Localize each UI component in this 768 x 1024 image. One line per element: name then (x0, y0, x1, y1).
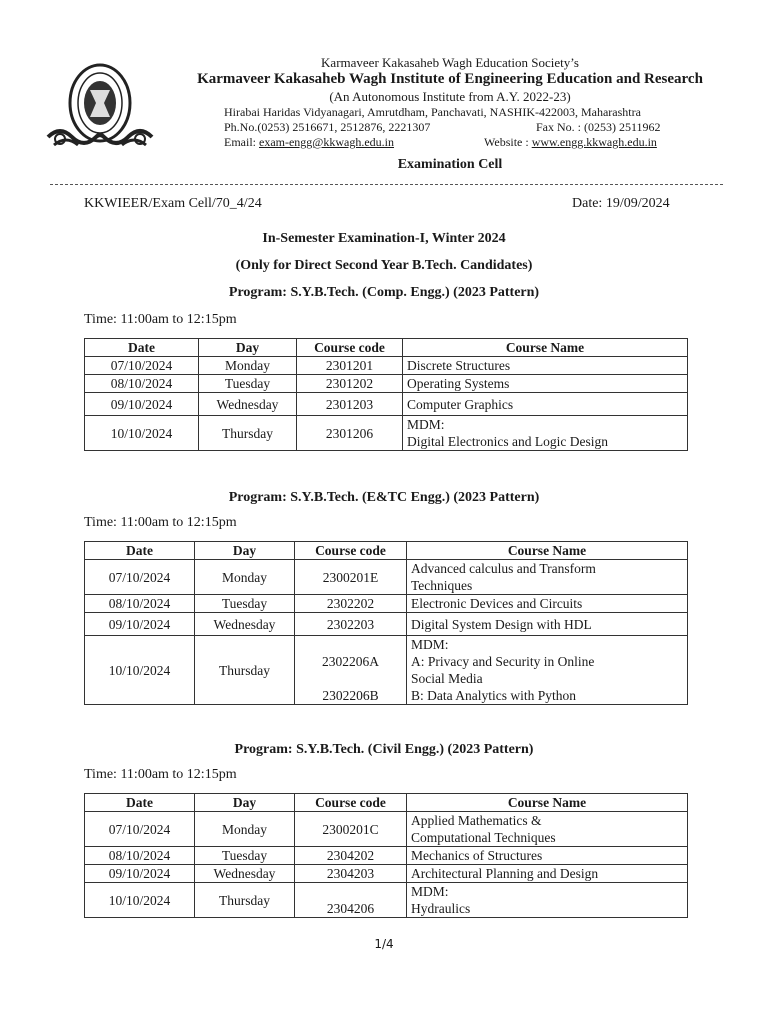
exam-time: Time: 11:00am to 12:15pm (84, 515, 237, 530)
table-header-row (85, 794, 688, 812)
col-date: Date (85, 794, 195, 812)
table-header-row (85, 542, 688, 560)
date-cell: 08/10/2024 (85, 847, 195, 865)
day-cell: Monday (195, 812, 295, 847)
col-course-name: Course Name (403, 339, 688, 357)
code-cell: 2301201 (297, 357, 403, 375)
code-line: 2302206A (322, 654, 379, 669)
table-row (85, 613, 688, 636)
name-cell: Digital System Design with HDL (407, 613, 688, 636)
name-cell: Mechanics of Structures (407, 847, 688, 865)
name-cell (407, 560, 688, 595)
name-line: MDM: (407, 417, 445, 432)
day-cell: Tuesday (199, 375, 297, 393)
code-cell: 2301206 (297, 416, 403, 451)
name-cell (407, 812, 688, 847)
program-title: Program: S.Y.B.Tech. (Comp. Engg.) (2023 Pattern) (228, 285, 540, 300)
page-number: 1/4 (374, 937, 394, 951)
notice-date: Date: 19/09/2024 (572, 196, 670, 211)
name-cell: Discrete Structures (403, 357, 688, 375)
exam-time: Time: 11:00am to 12:15pm (84, 312, 237, 327)
name-cell: Computer Graphics (403, 393, 688, 416)
examination-cell: Examination Cell (397, 157, 503, 172)
name-line: MDM: (411, 637, 449, 652)
timetable-civil (84, 793, 688, 918)
website-label: Website : (484, 135, 529, 149)
society-name: Karmaveer Kakasaheb Wagh Education Society’s (321, 55, 579, 70)
table-row (85, 595, 688, 613)
col-date: Date (85, 542, 195, 560)
date-cell: 10/10/2024 (85, 883, 195, 918)
code-cell (295, 636, 407, 705)
code-cell: 2301202 (297, 375, 403, 393)
date-cell: 10/10/2024 (85, 416, 199, 451)
table-header-row (85, 339, 688, 357)
email-link[interactable]: exam-engg@kkwagh.edu.in (259, 135, 395, 149)
autonomous-note: (An Autonomous Institute from A.Y. 2022-23) (329, 89, 571, 104)
col-course-code: Course code (297, 339, 403, 357)
table-row (85, 847, 688, 865)
col-day: Day (195, 542, 295, 560)
day-cell: Monday (195, 560, 295, 595)
program-title: Program: S.Y.B.Tech. (Civil Engg.) (2023 Pattern) (234, 742, 534, 757)
name-line: B: Data Analytics with Python (411, 688, 576, 703)
institute-logo (40, 55, 160, 165)
table-row (85, 357, 688, 375)
day-cell: Wednesday (199, 393, 297, 416)
name-line: MDM: (411, 884, 449, 899)
code-cell: 2301203 (297, 393, 403, 416)
header-divider (50, 184, 723, 185)
table-row (85, 393, 688, 416)
name-cell: Architectural Planning and Design (407, 865, 688, 883)
date-cell: 08/10/2024 (85, 595, 195, 613)
table-row (85, 812, 688, 847)
col-course-name: Course Name (407, 542, 688, 560)
name-cell (407, 636, 688, 705)
name-line: Techniques (411, 578, 473, 593)
code-cell: 2300201E (295, 560, 407, 595)
name-cell: Electronic Devices and Circuits (407, 595, 688, 613)
table-row (85, 865, 688, 883)
address: Hirabai Haridas Vidyanagari, Amrutdham, Panchavati, NASHIK-422003, Maharashtra (224, 105, 641, 119)
name-cell (403, 416, 688, 451)
day-cell: Tuesday (195, 595, 295, 613)
timetable-comp (84, 338, 688, 451)
day-cell: Wednesday (195, 865, 295, 883)
email-line (224, 135, 394, 150)
code-cell: 2304202 (295, 847, 407, 865)
code-cell: 2300201C (295, 812, 407, 847)
table-row (85, 636, 688, 705)
date-cell: 09/10/2024 (85, 393, 199, 416)
exam-subtitle: (Only for Direct Second Year B.Tech. Candidates) (235, 258, 533, 273)
name-line: A: Privacy and Security in Online (411, 654, 595, 669)
code-cell: 2302202 (295, 595, 407, 613)
date-cell: 07/10/2024 (85, 560, 195, 595)
col-course-code: Course code (295, 794, 407, 812)
date-cell: 07/10/2024 (85, 357, 199, 375)
name-cell (407, 883, 688, 918)
phone: Ph.No.(0253) 2516671, 2512876, 2221307 (224, 120, 431, 134)
name-line: Applied Mathematics & (411, 813, 542, 828)
day-cell: Monday (199, 357, 297, 375)
col-course-code: Course code (295, 542, 407, 560)
code-cell: 2302203 (295, 613, 407, 636)
col-day: Day (195, 794, 295, 812)
program-title: Program: S.Y.B.Tech. (E&TC Engg.) (2023 Pattern) (228, 490, 540, 505)
col-day: Day (199, 339, 297, 357)
fax: Fax No. : (0253) 2511962 (536, 120, 661, 134)
institute-name: Karmaveer Kakasaheb Wagh Institute of Engineering Education and Research (197, 71, 703, 87)
day-cell: Tuesday (195, 847, 295, 865)
code-cell: 2304203 (295, 865, 407, 883)
name-line: Hydraulics (411, 901, 471, 916)
code-cell: 2304206 (295, 883, 407, 918)
timetable-entc (84, 541, 688, 705)
name-line: Computational Techniques (411, 830, 556, 845)
date-cell: 10/10/2024 (85, 636, 195, 705)
email-label: Email: (224, 135, 256, 149)
name-cell: Operating Systems (403, 375, 688, 393)
date-cell: 08/10/2024 (85, 375, 199, 393)
exam-time: Time: 11:00am to 12:15pm (84, 767, 237, 782)
date-cell: 09/10/2024 (85, 613, 195, 636)
date-cell: 09/10/2024 (85, 865, 195, 883)
name-line: Advanced calculus and Transform (411, 561, 596, 576)
col-date: Date (85, 339, 199, 357)
exam-title: In-Semester Examination-I, Winter 2024 (262, 231, 506, 246)
website-line (484, 135, 657, 150)
name-line: Digital Electronics and Logic Design (407, 434, 608, 449)
col-course-name: Course Name (407, 794, 688, 812)
date-cell: 07/10/2024 (85, 812, 195, 847)
day-cell: Thursday (195, 883, 295, 918)
name-line: Social Media (411, 671, 483, 686)
day-cell: Thursday (199, 416, 297, 451)
table-row (85, 416, 688, 451)
table-row (85, 560, 688, 595)
day-cell: Thursday (195, 636, 295, 705)
website-link[interactable]: www.engg.kkwagh.edu.in (531, 135, 657, 149)
code-line: 2302206B (322, 688, 379, 703)
day-cell: Wednesday (195, 613, 295, 636)
table-row (85, 883, 688, 918)
reference-number: KKWIEER/Exam Cell/70_4/24 (84, 196, 262, 211)
table-row (85, 375, 688, 393)
